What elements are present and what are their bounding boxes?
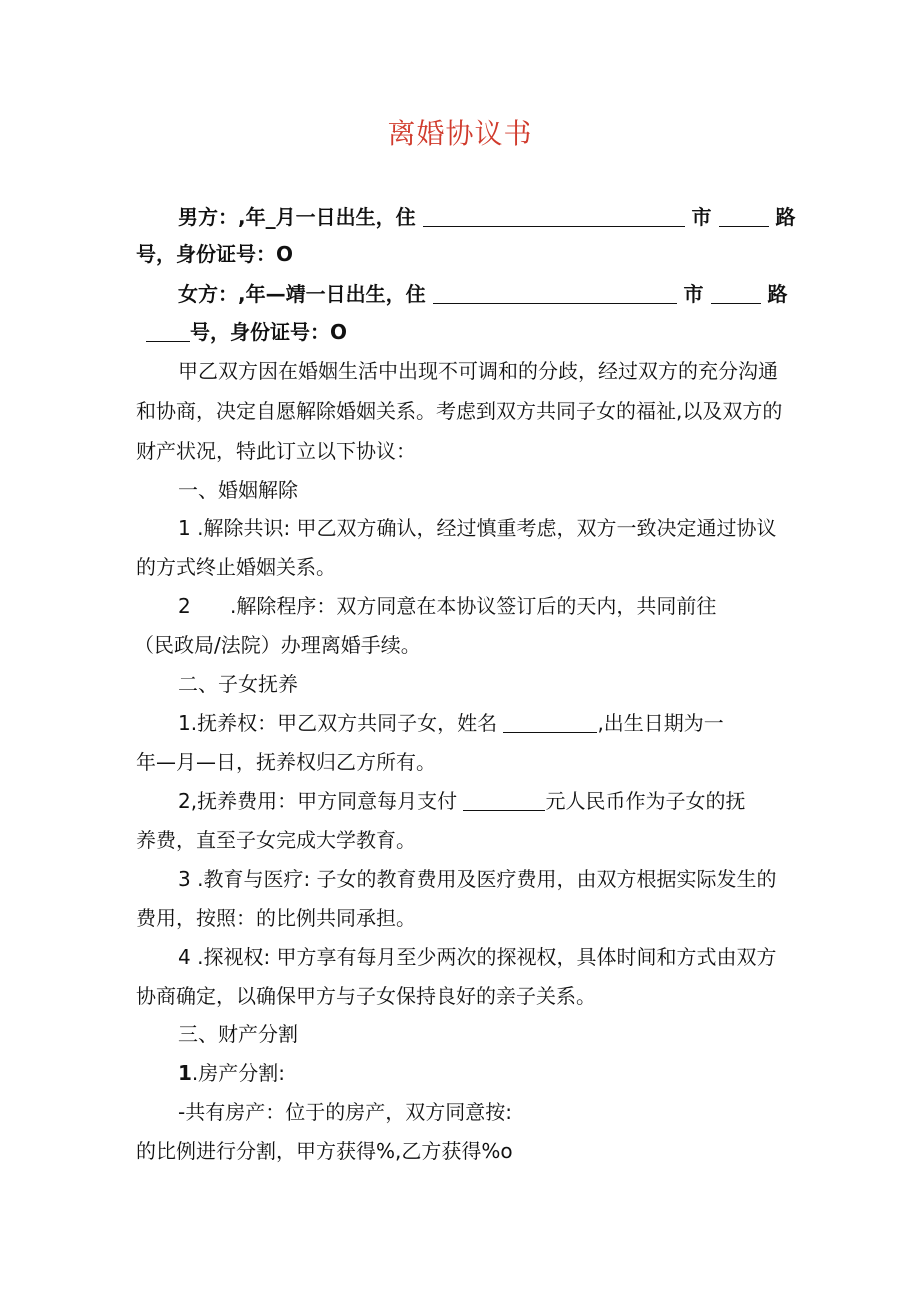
male-party-label: 男方：,年_月一日出生，住: [178, 205, 416, 229]
section2-item1-line1: [178, 709, 724, 737]
section2-heading: 二、子女抚养: [178, 672, 298, 696]
section3-item1-number: 1: [178, 1061, 192, 1085]
female-road-blank: [711, 283, 761, 304]
section2-item1-line2: 年—月—日，抚养权归乙方所有。: [136, 750, 436, 774]
male-road-label: 路: [775, 205, 796, 229]
female-party-line1: [178, 280, 787, 308]
birth-date-label: ,出生日期为一: [597, 711, 724, 735]
female-address-blank: [433, 283, 677, 304]
section2-item3-line2: 费用，按照：的比例共同承担。: [136, 906, 416, 930]
female-party-label: 女方：,年—靖一日出生，住: [178, 282, 426, 306]
support-amount-blank: [463, 790, 545, 811]
male-road-blank: [719, 206, 769, 227]
section1-heading: 一、婚姻解除: [178, 478, 298, 502]
section2-item2-line2: 养费，直至子女完成大学教育。: [136, 828, 416, 852]
support-fee-suffix: 元人民币作为子女的抚: [545, 789, 746, 813]
section1-item2-number: 2: [178, 594, 191, 618]
section1-item2-line1: .解除程序：双方同意在本协议签订后的天内，共同前往: [230, 594, 717, 618]
intro-line1: 甲乙双方因在婚姻生活中出现不可调和的分歧，经过双方的充分沟通: [178, 359, 778, 383]
custody-label: 1.抚养权：甲乙双方共同子女，姓名: [178, 711, 498, 735]
section3-heading: 三、财产分割: [178, 1022, 298, 1046]
male-party-line1: [178, 203, 795, 231]
section1-item2-line2: （民政局/法院）办理离婚手续。: [134, 633, 421, 657]
document-title: 离婚协议书: [387, 117, 533, 150]
female-house-blank: [146, 321, 190, 342]
male-address-blank: [423, 206, 685, 227]
female-city-label: 市: [683, 282, 704, 306]
section2-item4-line1: 4 .探视权: 甲方享有每月至少两次的探视权，具体时间和方式由双方: [178, 945, 777, 969]
male-city-label: 市: [691, 205, 712, 229]
intro-line3: 财产状况，特此订立以下协议：: [136, 439, 416, 463]
section1-item1-line2: 的方式终止婚姻关系。: [136, 555, 336, 579]
section3-item1-sub2: 的比例进行分割，甲方获得%,乙方获得%o: [136, 1139, 513, 1163]
section1-item1-line1: 1 .解除共识: 甲乙双方确认，经过慎重考虑，双方一致决定通过协议: [178, 516, 777, 540]
intro-line2: 和协商，决定自愿解除婚姻关系。考虑到双方共同子女的福祉,以及双方的: [136, 399, 783, 423]
section2-item3-line1: 3 .教育与医疗: 子女的教育费用及医疗费用，由双方根据实际发生的: [178, 867, 777, 891]
female-road-label: 路: [767, 282, 788, 306]
section2-item4-line2: 协商确定，以确保甲方与子女保持良好的亲子关系。: [136, 984, 596, 1008]
child-name-blank: [503, 712, 597, 733]
section3-item1-label: .房产分割:: [191, 1061, 286, 1085]
support-fee-label: 2,抚养费用：甲方同意每月支付: [178, 789, 458, 813]
male-party-line2: 号，身份证号：O: [136, 242, 294, 266]
section3-item1: [178, 1059, 285, 1087]
section2-item2-line1: [178, 787, 745, 815]
section3-item1-sub: -共有房产：位于的房产，双方同意按:: [178, 1100, 512, 1124]
female-party-line2: [146, 318, 347, 346]
female-id-label: 号，身份证号：O: [190, 320, 348, 344]
